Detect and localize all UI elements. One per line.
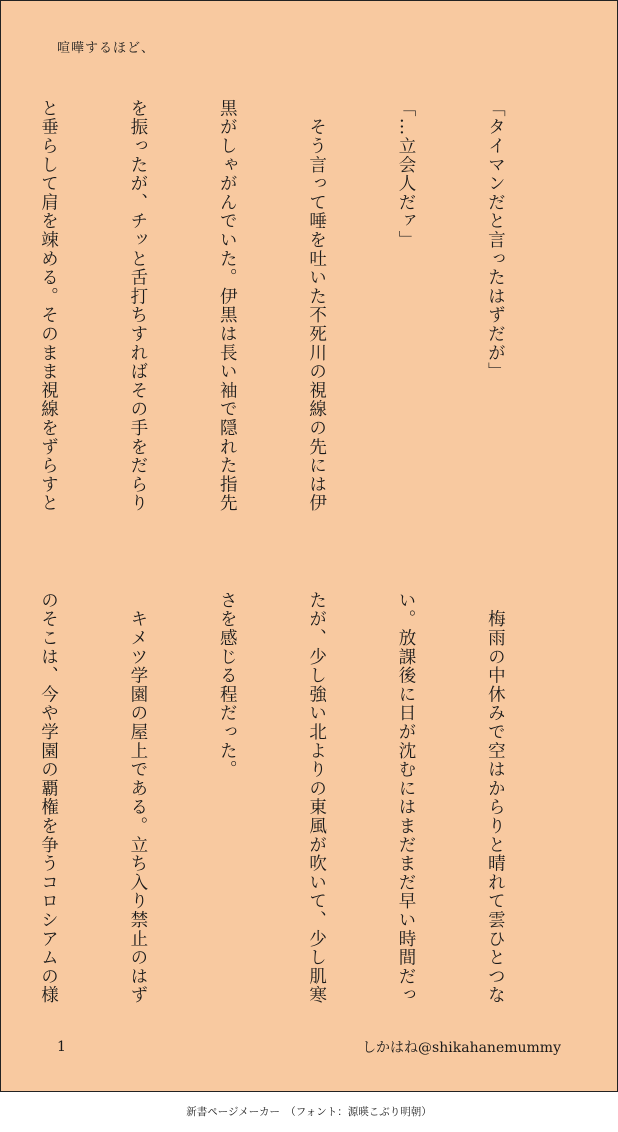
text-line: を振ったが、チッと舌打ちすればその手をだらり	[127, 99, 148, 513]
text-line: い。放課後に日が沈むにはまだまだ早い時間だっ	[396, 591, 417, 1005]
page-number: 1	[57, 1039, 66, 1055]
author-credit: しかはね@shikahanemummy	[362, 1040, 561, 1056]
text-line: 「タイマンだと言ったはずだが」	[485, 99, 506, 381]
top-text-block	[0, 99, 569, 539]
text-line: さを感じる程だった。	[217, 591, 238, 779]
text-line: 黒がしゃがんでいた。伊黒は長い袖で隠れた指先	[217, 99, 238, 513]
text-line: のそこは、今や学園の覇権を争うコロシアムの様	[38, 591, 59, 1005]
text-line: たが、少し強い北よりの東風が吹いて、少し肌寒	[306, 591, 327, 1005]
text-line: キメツ学園の屋上である。立ち入り禁止のはず	[127, 591, 148, 1005]
generator-caption: 新書ページメーカー （フォント：源暎こぶり明朝）	[186, 1106, 432, 1118]
text-line: 「…立会人だァ」	[396, 99, 417, 250]
bottom-text-block	[0, 591, 569, 1031]
text-line: そう言って唾を吐いた不死川の視線の先には伊	[306, 99, 327, 513]
text-line: と垂らして肩を竦める。そのまま視線をずらすと	[38, 99, 59, 513]
text-line: 梅雨の中休みで空はからりと晴れて雲ひとつな	[485, 591, 506, 1005]
chapter-header: 喧嘩するほど、	[57, 41, 156, 56]
